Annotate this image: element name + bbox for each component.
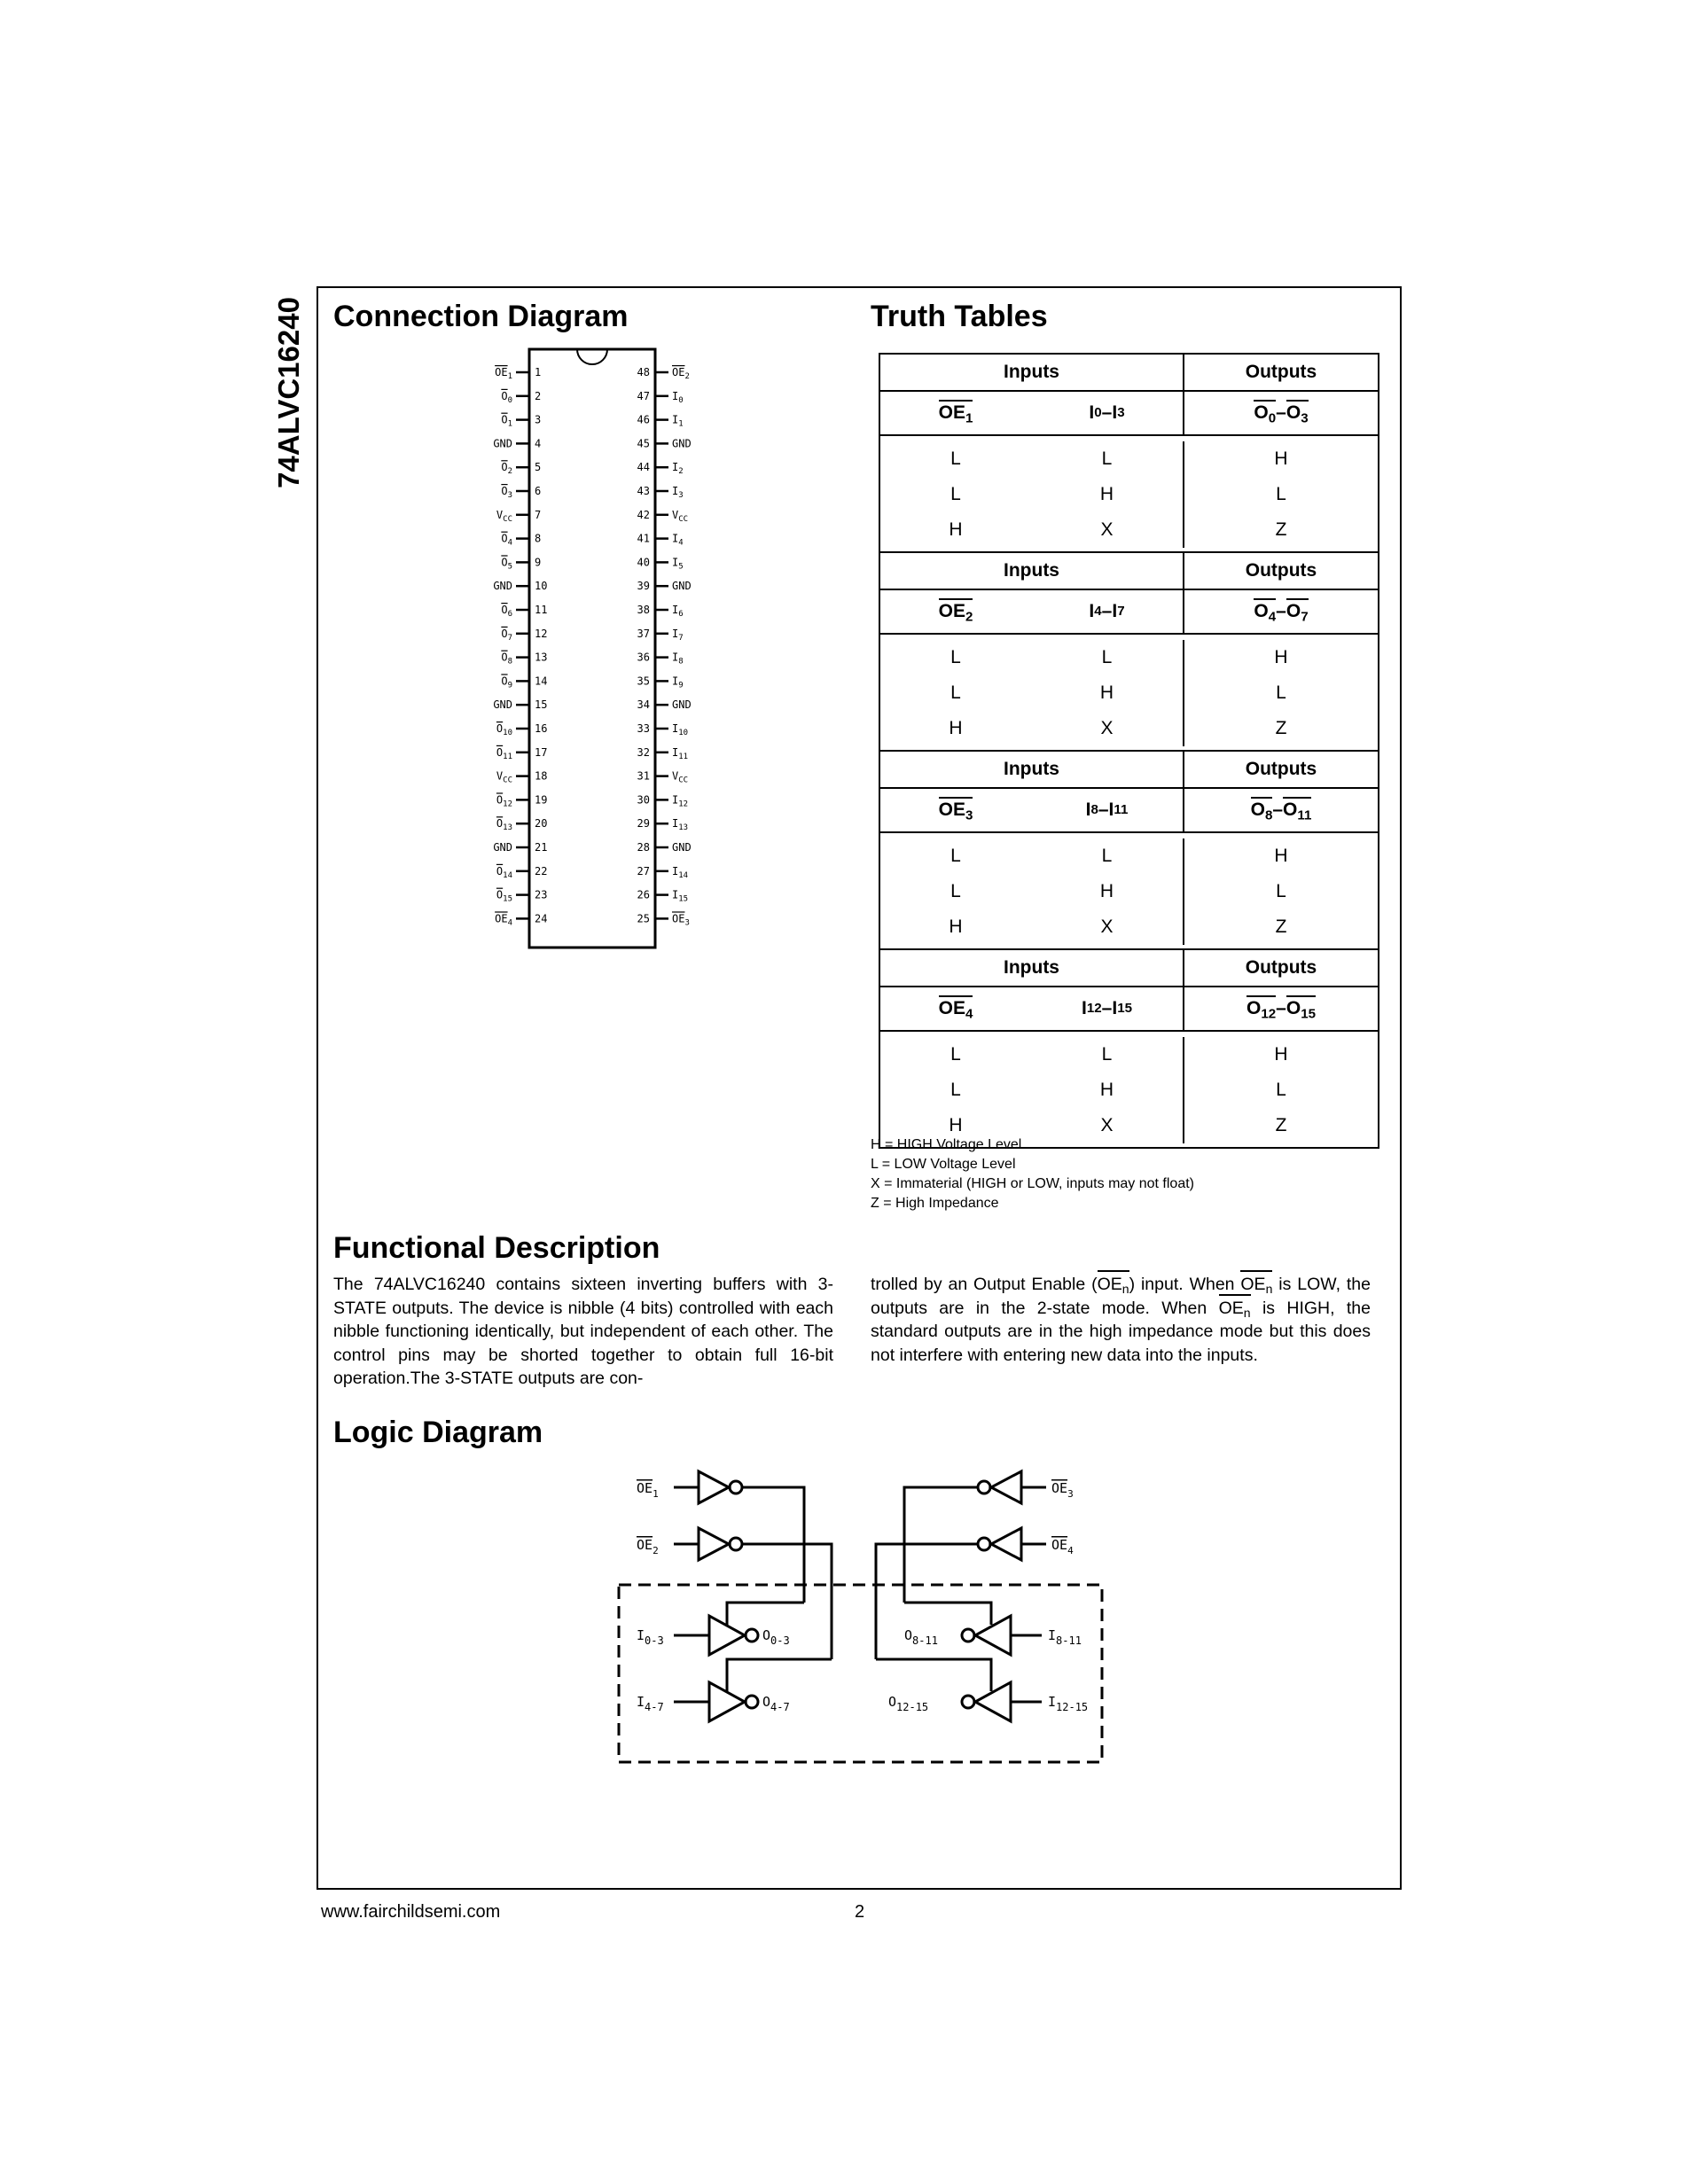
pin-number: 32 <box>637 745 650 759</box>
table-cell: L <box>950 1044 961 1065</box>
table-cell: X <box>1100 916 1114 937</box>
truth-table-4 <box>879 948 1379 1149</box>
table-cell: Z <box>1275 519 1287 540</box>
oe2-label: $OE_2$ <box>637 1537 659 1556</box>
i811-label: $I_{8-11}$ <box>1048 1627 1082 1647</box>
pin-label: $OE_3$ <box>672 912 690 928</box>
legend-h: H = HIGH Voltage Level <box>871 1137 1022 1152</box>
pin-label: $I_{11}$ <box>672 745 689 761</box>
pin-label: GND <box>672 580 692 593</box>
pin-number: 42 <box>637 508 650 521</box>
pin-number: 28 <box>637 841 650 854</box>
oe1-inverter <box>699 1471 729 1503</box>
pin-label: $O_7$ <box>501 627 512 643</box>
pin-label: $I_5$ <box>672 556 684 572</box>
pin-label: $V_{CC}$ <box>672 769 689 785</box>
table-cell: L <box>1101 1044 1113 1065</box>
table-cell: H <box>949 916 963 937</box>
pin-label: GND <box>493 580 512 593</box>
i47-label: $I_{4-7}$ <box>637 1694 664 1713</box>
table-cell: L <box>950 1080 961 1100</box>
pin-label: $I_{10}$ <box>672 722 689 737</box>
oe4-inverter <box>991 1528 1021 1560</box>
oe2-inverter <box>699 1528 729 1560</box>
pin-number: 48 <box>637 366 650 378</box>
pin-number: 37 <box>637 627 650 640</box>
table-cell: L <box>1101 647 1113 667</box>
pin-number: 18 <box>535 769 548 783</box>
pin-number: 15 <box>535 698 548 712</box>
pin-label: $V_{CC}$ <box>496 769 512 785</box>
table-cell: H <box>949 718 963 738</box>
pin-label: $V_{CC}$ <box>672 508 689 524</box>
pin-label: $I_9$ <box>672 675 684 690</box>
pin-number: 34 <box>637 698 650 712</box>
page-number: 2 <box>855 1902 865 1922</box>
legend-l: L = LOW Voltage Level <box>871 1157 1016 1172</box>
input-column-header: I 0 – I 3 <box>1031 392 1184 434</box>
pin-label: GND <box>672 437 692 450</box>
pin-label: $O_{12}$ <box>496 793 512 809</box>
dashed-package-box <box>619 1585 1102 1762</box>
pin-label: $O_{11}$ <box>496 745 512 761</box>
table-cell: H <box>1099 484 1114 504</box>
input-column-header: I 4 – I 7 <box>1031 590 1184 633</box>
pin-number: 46 <box>637 413 650 426</box>
pin-number: 40 <box>637 556 650 569</box>
legend-z: Z = High Impedance <box>871 1196 999 1211</box>
pin-number: 47 <box>637 389 650 402</box>
table-cell: L <box>1276 682 1286 703</box>
pin-number: 10 <box>535 580 548 593</box>
pin-number: 35 <box>637 675 650 688</box>
table-cell: X <box>1100 1115 1114 1135</box>
pin-label: $O_0$ <box>501 389 512 405</box>
pin-number: 12 <box>535 627 548 640</box>
i1215-inverter <box>975 1682 1011 1721</box>
oe3-inverter <box>991 1471 1021 1503</box>
pin-label: $I_{13}$ <box>672 817 689 833</box>
pin-label: $V_{CC}$ <box>496 508 512 524</box>
pin-number: 21 <box>535 841 548 854</box>
pin-number: 45 <box>637 437 650 450</box>
pin-label: $O_5$ <box>501 556 512 572</box>
pin-number: 4 <box>535 437 542 450</box>
truth-table-2 <box>879 551 1379 752</box>
input-column-header: I 8 – I 11 <box>1031 789 1184 831</box>
oe-n-ref-2: $OE_n$ <box>1240 1275 1273 1297</box>
pin-label: $I_2$ <box>672 461 684 477</box>
pin-number: 43 <box>637 485 650 497</box>
table-cell: L <box>1276 484 1286 504</box>
pin-number: 20 <box>535 817 548 831</box>
inputs-header: Inputs <box>880 355 1184 390</box>
pin-number: 27 <box>637 864 650 878</box>
pin-number: 9 <box>535 556 542 569</box>
pin-number: 41 <box>637 532 650 545</box>
pin-label: $O_{15}$ <box>496 888 512 904</box>
pin-number: 14 <box>535 675 548 688</box>
pin-number: 25 <box>637 912 650 925</box>
pin-number: 7 <box>535 508 542 521</box>
oe-column-header: $OE_3$ <box>938 800 973 823</box>
table-cell: Z <box>1275 718 1287 738</box>
pin-number: 5 <box>535 461 542 474</box>
pin-number: 44 <box>637 461 650 474</box>
table-cell: L <box>950 484 961 504</box>
table-cell: L <box>1101 846 1113 866</box>
table-cell: H <box>1099 682 1114 703</box>
o1215-label: $O_{12-15}$ <box>888 1694 929 1713</box>
pin-label: $O_8$ <box>501 651 512 667</box>
pin-label: $I_4$ <box>672 532 684 548</box>
pin-number: 39 <box>637 580 650 593</box>
o03-label: $O_{0-3}$ <box>762 1627 790 1647</box>
pin-label: $OE_2$ <box>672 366 690 381</box>
pin-label: $O_{14}$ <box>496 864 512 880</box>
table-cell: L <box>1101 448 1113 469</box>
i1215-label: $I_{12-15}$ <box>1048 1694 1089 1713</box>
pin-number: 19 <box>535 793 548 807</box>
pin-label: $I_{14}$ <box>672 864 689 880</box>
pin-label: GND <box>493 698 512 712</box>
logic-diagram <box>612 1454 1108 1773</box>
oe1-label: $OE_1$ <box>637 1480 659 1500</box>
oe3-label: $OE_3$ <box>1051 1480 1074 1500</box>
pin-label: $I_{12}$ <box>672 793 689 809</box>
side-title <box>271 286 307 499</box>
pin-label: GND <box>672 698 692 712</box>
truth-table-3 <box>879 750 1379 950</box>
pin-label: GND <box>493 437 512 450</box>
pin-label: $O_1$ <box>501 413 512 429</box>
pin-number: 2 <box>535 389 542 402</box>
pin-label: $I_1$ <box>672 413 684 429</box>
outputs-header: Outputs <box>1245 560 1317 581</box>
pin-number: 29 <box>637 817 650 831</box>
table-cell: H <box>1274 1044 1288 1065</box>
pin-label: $I_0$ <box>672 389 684 405</box>
pin-label: $O_2$ <box>501 461 512 477</box>
table-cell: H <box>1274 448 1288 469</box>
pin-number: 8 <box>535 532 542 545</box>
pin-label: $I_8$ <box>672 651 684 667</box>
truth-tables-heading: Truth Tables <box>871 300 1048 333</box>
pin-label: $O_{10}$ <box>496 722 512 737</box>
table-cell: L <box>950 682 961 703</box>
pin-number: 1 <box>535 366 542 378</box>
left-pins <box>493 366 547 927</box>
connection-diagram-heading: Connection Diagram <box>333 300 629 333</box>
inputs-header: Inputs <box>880 752 1184 787</box>
pin-number: 31 <box>637 769 650 783</box>
table-cell: H <box>1274 647 1288 667</box>
functional-description-left: The 74ALVC16240 contains sixteen inverting buffers with 3-STATE outputs. The device is nibble (4 bits) controlled with each nibble functioning identically, but independent of each other. The control pins may be shorted together to obtain full 16-bit operation.The 3-STATE outputs are con- <box>333 1275 833 1388</box>
side-title-text: 74ALVC16240 <box>272 297 305 488</box>
pin-label: $O_4$ <box>501 532 512 548</box>
pin-number: 13 <box>535 651 548 664</box>
footer-url[interactable]: www.fairchildsemi.com <box>321 1902 501 1922</box>
oe-n-ref-1: $OE_n$ <box>1097 1275 1129 1297</box>
output-column-header: $O_4$ – $O_7$ <box>1254 601 1309 625</box>
output-column-header: $O_{12}$ – $O_{15}$ <box>1246 998 1316 1022</box>
functional-description-right: trolled by an Output Enable $(OE_n)$ input. When $OE_n$ is LOW, the outputs are in the 2-state mode. When $OE_n$ is HIGH, the standard outputs are in the high impedance mode but this does not interfere with entering new data into the inputs. <box>871 1275 1371 1365</box>
pin-label: $I_7$ <box>672 627 684 643</box>
table-cell: H <box>1099 881 1114 901</box>
oe4-label: $OE_4$ <box>1051 1537 1074 1556</box>
table-cell: H <box>1099 1080 1114 1100</box>
pin-label: $OE_4$ <box>495 912 512 928</box>
pin-number: 36 <box>637 651 650 664</box>
table-cell: L <box>950 881 961 901</box>
pin-number: 30 <box>637 793 650 807</box>
pin-number: 24 <box>535 912 548 925</box>
pin-number: 17 <box>535 745 548 759</box>
table-cell: X <box>1100 718 1114 738</box>
table-cell: L <box>950 647 961 667</box>
truth-table-1 <box>879 353 1379 553</box>
pin-label: $O_3$ <box>501 485 512 500</box>
oe-n-ref-3: $OE_n$ <box>1218 1298 1251 1320</box>
table-cell: H <box>949 1115 963 1135</box>
table-cell: H <box>949 519 963 540</box>
inputs-header: Inputs <box>880 950 1184 986</box>
pinout-diagram <box>479 341 727 953</box>
table-cell: X <box>1100 519 1114 540</box>
outputs-header: Outputs <box>1245 362 1317 382</box>
o47-label: $O_{4-7}$ <box>762 1694 790 1713</box>
pin-label: $I_{15}$ <box>672 888 689 904</box>
o811-label: $O_{8-11}$ <box>904 1627 938 1647</box>
pin-number: 26 <box>637 888 650 901</box>
table-cell: Z <box>1275 916 1287 937</box>
pin-number: 3 <box>535 413 542 426</box>
pin-label: GND <box>672 841 692 854</box>
pin-label: $OE_1$ <box>495 366 512 381</box>
table-cell: Z <box>1275 1115 1287 1135</box>
table-cell: L <box>1276 1080 1286 1100</box>
i811-inverter <box>975 1616 1011 1655</box>
pin-number: 23 <box>535 888 548 901</box>
legend-x: X = Immaterial (HIGH or LOW, inputs may not float) <box>871 1176 1194 1191</box>
output-column-header: $O_0$ – $O_3$ <box>1254 402 1309 426</box>
pin-number: 38 <box>637 604 650 616</box>
ic-notch <box>577 349 607 364</box>
pin-number: 6 <box>535 485 542 497</box>
pin-label: $O_{13}$ <box>496 817 512 833</box>
logic-diagram-heading: Logic Diagram <box>333 1416 543 1449</box>
functional-description-heading: Functional Description <box>333 1231 660 1265</box>
pin-number: 22 <box>535 864 548 878</box>
pin-number: 16 <box>535 722 548 735</box>
oe-column-header: $OE_2$ <box>938 601 973 625</box>
pin-number: 11 <box>535 604 548 616</box>
right-pins <box>637 366 692 927</box>
oe-column-header: $OE_4$ <box>938 998 973 1022</box>
oe-column-header: $OE_1$ <box>938 402 973 426</box>
truth-table-legend <box>871 1135 1194 1213</box>
table-cell: L <box>950 448 961 469</box>
output-column-header: $O_8$ – $O_{11}$ <box>1250 800 1312 823</box>
table-cell: H <box>1274 846 1288 866</box>
outputs-header: Outputs <box>1245 759 1317 779</box>
table-cell: L <box>1276 881 1286 901</box>
inputs-header: Inputs <box>880 553 1184 589</box>
pin-label: $I_3$ <box>672 485 684 500</box>
table-cell: L <box>950 846 961 866</box>
pin-label: $I_6$ <box>672 604 684 619</box>
input-column-header: I 12 – I 15 <box>1031 987 1184 1030</box>
pin-label: GND <box>493 841 512 854</box>
pin-label: $O_9$ <box>501 675 512 690</box>
pin-number: 33 <box>637 722 650 735</box>
i03-label: $I_{0-3}$ <box>637 1627 664 1647</box>
pin-label: $O_6$ <box>501 604 512 619</box>
outputs-header: Outputs <box>1245 957 1317 978</box>
